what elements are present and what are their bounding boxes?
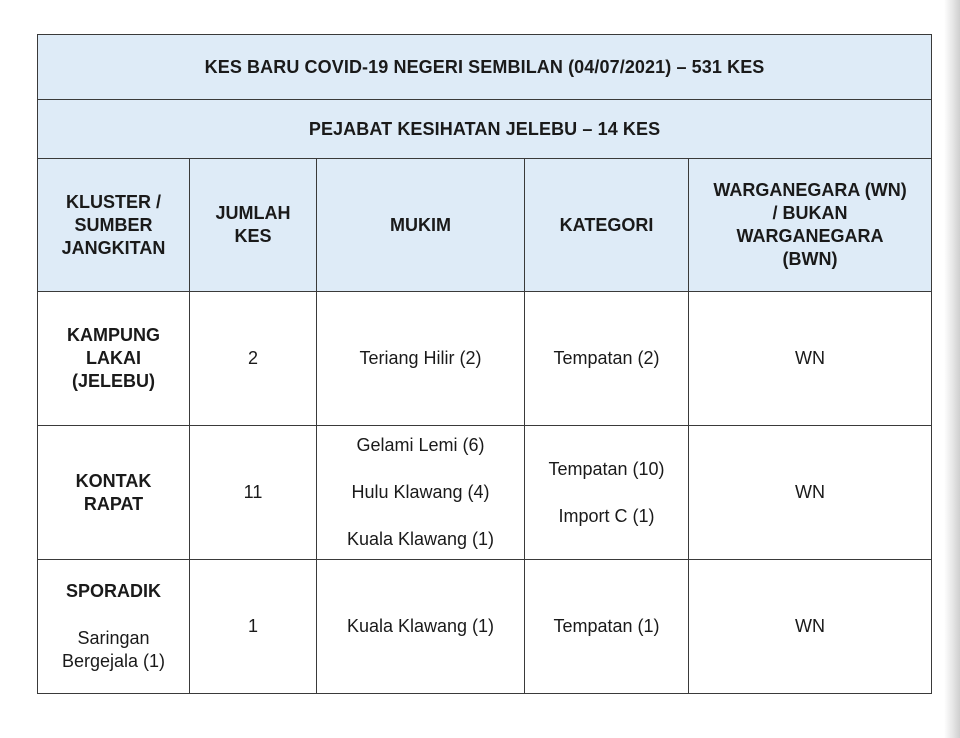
table-subtitle: PEJABAT KESIHATAN JELEBU – 14 KES [38,100,932,159]
row-cluster: SPORADIK Saringan Bergejala (1) [38,560,190,694]
row-cases: 2 [190,292,317,426]
row-cluster: KONTAK RAPAT [38,426,190,560]
row-category: Tempatan (1) [525,560,689,694]
page-edge-shadow [944,0,960,738]
table-title: KES BARU COVID-19 NEGERI SEMBILAN (04/07/2021) – 531 KES [38,35,932,100]
row-citizenship: WN [689,292,932,426]
row-citizenship: WN [689,426,932,560]
header-mukim: MUKIM [317,159,525,292]
table-row [38,560,932,694]
row-mukim: Kuala Klawang (1) [317,560,525,694]
row-cases: 11 [190,426,317,560]
header-cases: JUMLAH KES [190,159,317,292]
table-row [38,292,932,426]
row-mukim: Teriang Hilir (2) [317,292,525,426]
row-citizenship: WN [689,560,932,694]
row-mukim: Gelami Lemi (6) Hulu Klawang (4) Kuala Klawang (1) [317,426,525,560]
row-cases: 1 [190,560,317,694]
covid-cases-table [37,34,932,694]
row-cluster: KAMPUNG LAKAI (JELEBU) [38,292,190,426]
row-category: Tempatan (2) [525,292,689,426]
row-category: Tempatan (10) Import C (1) [525,426,689,560]
cluster-note: Saringan Bergejala (1) [61,628,166,671]
header-category: KATEGORI [525,159,689,292]
header-row [38,159,932,292]
table-row [38,426,932,560]
header-cluster: KLUSTER / SUMBER JANGKITAN [38,159,190,292]
header-citizenship: WARGANEGARA (WN) / BUKAN WARGANEGARA (BWN) [689,159,932,292]
